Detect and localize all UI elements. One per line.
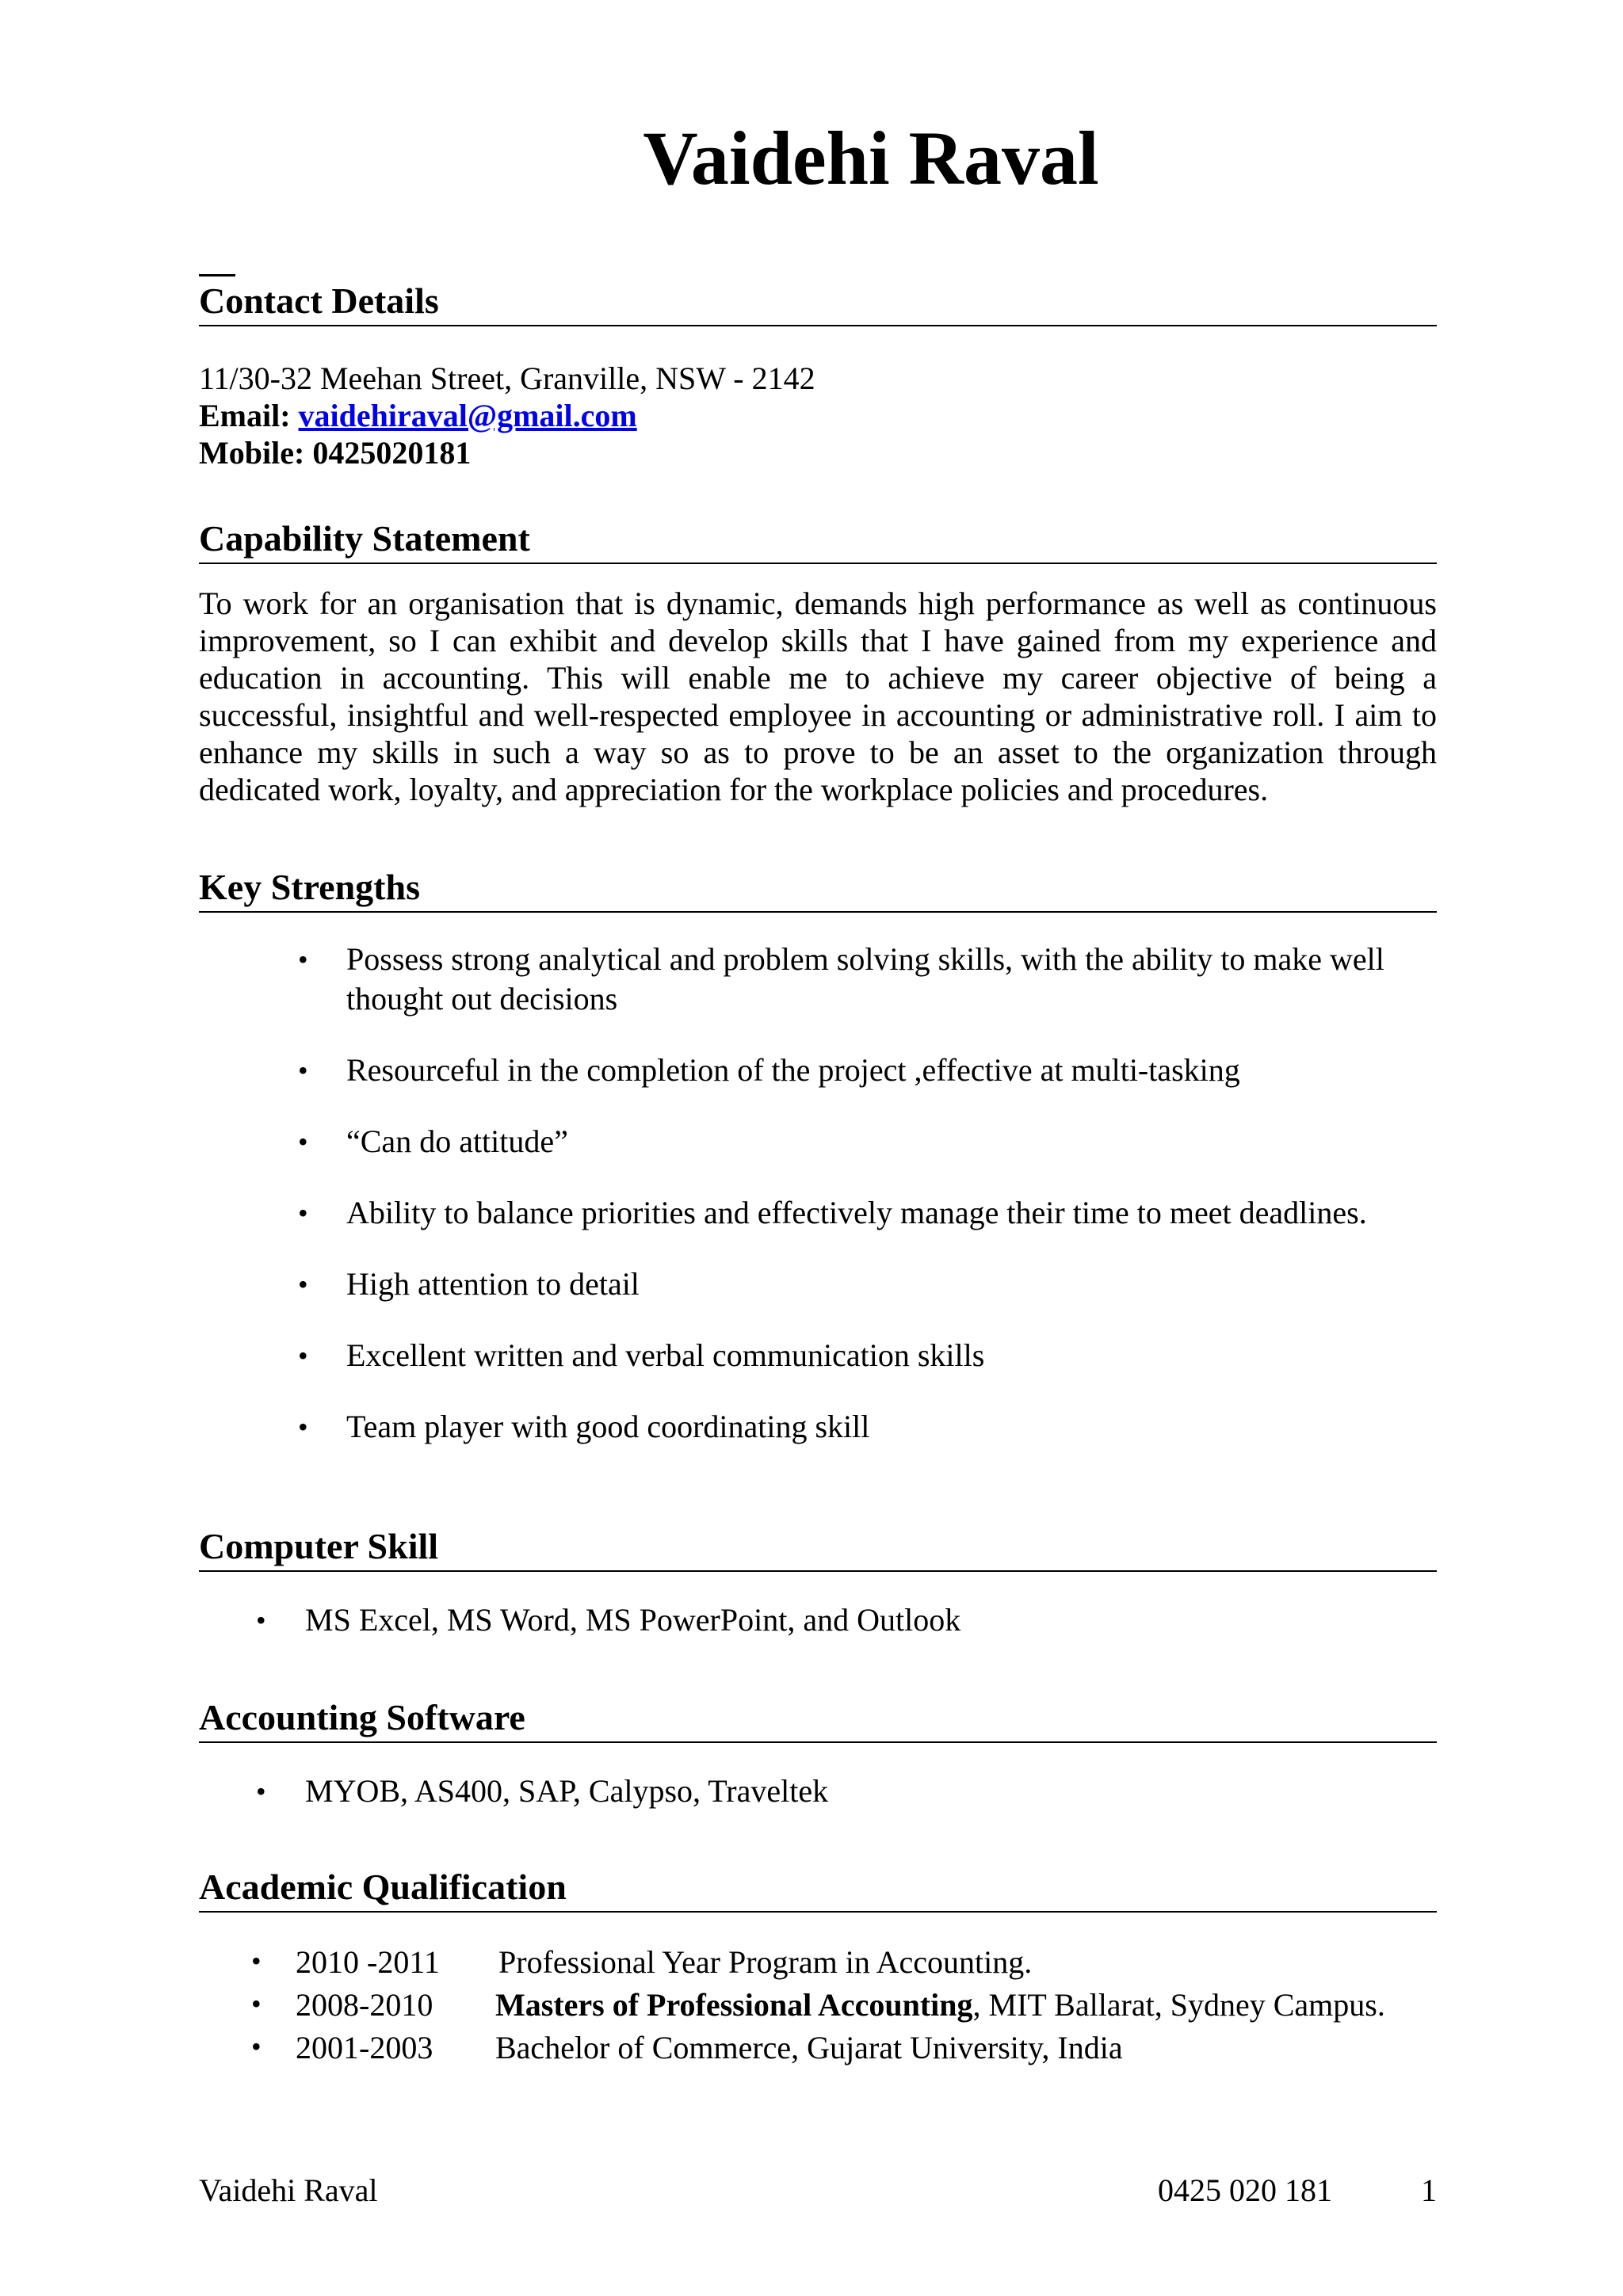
computer-section: [199, 1524, 1437, 1640]
capability-text: To work for an organisation that is dynamic, demands high performance as well as continuous improvement, so I can exhibit and develop skills that I have gained from my experience and education in accounting. This will enable me to achieve my career objective of being a successful, insightful and well-respected employee in accounting or administrative roll. I aim to enhance my skills in such a way so as to prove to be an asset to the organization through dedicated work, loyalty, and appreciation for the workplace policies and procedures.: [199, 585, 1437, 807]
software-text: MYOB, AS400, SAP, Calypso, Traveltek: [305, 1773, 829, 1809]
contact-title: Contact Details: [199, 279, 1437, 326]
computer-skill-text: MS Excel, MS Word, MS PowerPoint, and Outlook: [305, 1602, 961, 1638]
qualification-degree: Masters of Professional Accounting: [495, 1987, 973, 2023]
mobile-line: [199, 434, 1437, 471]
address: 11/30-32 Meehan Street, Granville, NSW - 2142: [199, 360, 815, 396]
bullet-icon: •: [298, 1411, 308, 1443]
email-line: [199, 397, 1437, 434]
strength-item: [199, 940, 1437, 1019]
strengths-title: Key Strengths: [199, 865, 1437, 913]
strengths-list: [199, 940, 1437, 1447]
email-label: Email:: [199, 398, 291, 433]
qualification-years: 2010 -2011: [296, 1944, 440, 1980]
mobile-label: Mobile:: [199, 435, 305, 471]
capability-section: [199, 517, 1437, 808]
footer-phone: 0425 020 181: [1158, 2172, 1332, 2208]
bullet-icon: •: [298, 1055, 308, 1086]
strength-item: [199, 1264, 1437, 1304]
strength-text: Possess strong analytical and problem solving skills, with the ability to make well thought out decisions: [346, 941, 1384, 1016]
strength-text: High attention to detail: [346, 1266, 640, 1302]
strength-item: [199, 1336, 1437, 1375]
computer-skill-item: [199, 1600, 1437, 1640]
software-section: [199, 1695, 1437, 1811]
strength-text: Team player with good coordinating skill: [346, 1409, 870, 1444]
qualification-item: [199, 1984, 1437, 2027]
software-title: Accounting Software: [199, 1695, 1437, 1743]
academic-list: [199, 1941, 1437, 2069]
bullet-icon: •: [298, 944, 308, 975]
academic-title: Academic Qualification: [199, 1865, 1437, 1913]
bullet-icon: •: [298, 1197, 308, 1229]
strength-item: [199, 1193, 1437, 1233]
strength-text: Excellent written and verbal communication skills: [346, 1337, 985, 1373]
bullet-icon: •: [251, 1988, 262, 2019]
qualification-years: 2008-2010: [296, 1987, 433, 2023]
capability-title: Capability Statement: [199, 517, 1437, 564]
qualification-item: [199, 2027, 1437, 2069]
software-item: [199, 1772, 1437, 1811]
bullet-icon: •: [298, 1340, 308, 1371]
strength-text: “Can do attitude”: [346, 1123, 568, 1159]
mobile-number: 0425020181: [312, 435, 472, 471]
title-dash: [199, 274, 235, 277]
resume-name: Vaidehi Raval: [643, 116, 1099, 200]
computer-title: Computer Skill: [199, 1524, 1437, 1572]
bullet-icon: •: [298, 1268, 308, 1300]
qualification-degree: Bachelor of Commerce, Gujarat University, India: [495, 2030, 1123, 2065]
qualification-years: 2001-2003: [296, 2030, 433, 2065]
qualification-item: [199, 1941, 1437, 1984]
bullet-icon: •: [251, 1945, 262, 1977]
strength-item: [199, 1051, 1437, 1090]
strengths-section: [199, 865, 1437, 1478]
strength-text: Ability to balance priorities and effectively manage their time to meet deadlines.: [346, 1195, 1367, 1230]
contact-section: [199, 279, 1437, 471]
software-list: [199, 1772, 1437, 1811]
bullet-icon: •: [256, 1775, 266, 1807]
footer-page-number: 1: [1421, 2172, 1437, 2208]
strength-item: [199, 1407, 1437, 1447]
academic-section: [199, 1865, 1437, 2069]
qualification-detail: , MIT Ballarat, Sydney Campus.: [972, 1987, 1385, 2023]
strength-item: [199, 1122, 1437, 1161]
qualification-degree: Professional Year Program in Accounting.: [498, 1944, 1033, 1980]
bullet-icon: •: [256, 1604, 266, 1636]
bullet-icon: •: [298, 1126, 308, 1158]
footer-name: Vaidehi Raval: [199, 2172, 378, 2208]
strength-text: Resourceful in the completion of the project ,effective at multi-tasking: [346, 1052, 1240, 1088]
email-link[interactable]: vaidehiraval@gmail.com: [298, 398, 637, 433]
bullet-icon: •: [251, 2031, 262, 2062]
computer-list: [199, 1600, 1437, 1640]
